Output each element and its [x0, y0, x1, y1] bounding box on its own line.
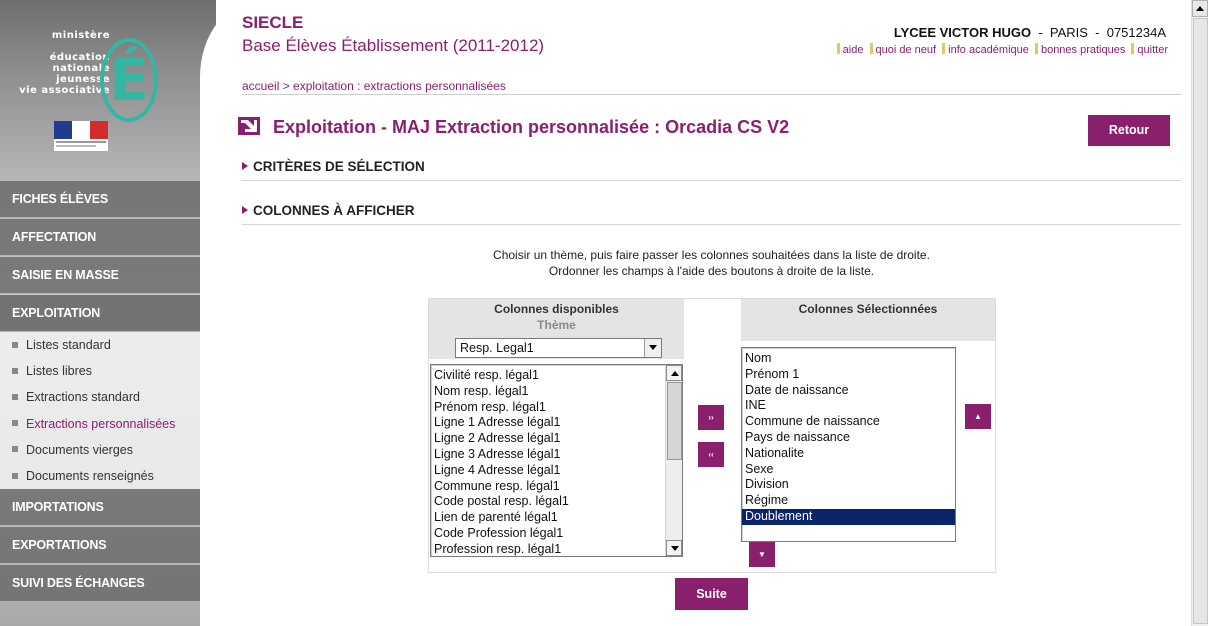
page-scrollbar[interactable] [1191, 0, 1208, 626]
submenu-item-extractions-personnalisees[interactable] [0, 411, 216, 437]
section-label: COLONNES À AFFICHER [253, 203, 415, 218]
list-item[interactable]: Lien de parenté légal1 [434, 510, 558, 525]
section-colonnes-a-afficher[interactable] [242, 203, 415, 218]
education-e-logo-icon: É [100, 38, 158, 122]
page-scroll-thumb[interactable] [1193, 18, 1208, 624]
link-aide[interactable]: aide [842, 44, 864, 56]
submenu-item-documents-vierges[interactable] [0, 437, 216, 463]
retour-button[interactable]: Retour [1088, 115, 1170, 146]
available-columns-title: Colonnes disponibles [494, 302, 619, 316]
section-criteres-de-selection[interactable] [242, 159, 425, 174]
move-left-button[interactable]: ‹‹ [698, 442, 724, 467]
move-right-button[interactable]: ›› [698, 405, 724, 430]
instructions [242, 247, 1181, 279]
list-item-selected[interactable]: Doublement [742, 509, 955, 525]
instruction-line-2: Ordonner les champs à l'aide des boutons à droite de la liste. [548, 264, 875, 278]
triangle-right-icon [242, 162, 248, 170]
school-code: 0751234A [1106, 25, 1166, 40]
scroll-up-icon[interactable] [1192, 0, 1208, 17]
selected-columns-header: Colonnes Sélectionnées [741, 299, 995, 341]
school-city: PARIS [1049, 25, 1088, 40]
available-columns-list[interactable] [430, 364, 683, 557]
list-item[interactable]: Ligne 3 Adresse légal1 [434, 446, 561, 461]
link-quoi-de-neuf[interactable]: quoi de neuf [875, 44, 937, 56]
link-quitter[interactable]: quitter [1137, 44, 1168, 56]
list-item[interactable]: Ligne 4 Adresse légal1 [434, 462, 561, 477]
list-item[interactable]: Code postal resp. légal1 [434, 494, 569, 509]
submenu-label: Documents vierges [26, 442, 133, 457]
ministry-logo [0, 0, 200, 180]
list-item[interactable]: Date de naissance [745, 382, 849, 397]
submenu-label: Documents renseignés [26, 468, 154, 483]
submenu-item-listes-libres[interactable] [0, 358, 216, 384]
move-up-button[interactable]: ▲ [965, 404, 991, 429]
list-item[interactable]: Civilité resp. légal1 [434, 368, 539, 382]
logo-text-jeunesse: jeunesse [56, 74, 110, 85]
list-item[interactable]: Nationalite [745, 445, 805, 460]
bullet-icon [12, 394, 18, 400]
sidebar-item-importations[interactable]: IMPORTATIONS [0, 489, 216, 526]
section-divider [242, 180, 1181, 181]
republique-francaise-logo-icon [54, 121, 108, 151]
list-scrollbar[interactable] [665, 365, 682, 556]
list-item[interactable]: Prénom resp. légal1 [434, 399, 546, 414]
page-title: Exploitation - MAJ Extraction personnalisée : Orcadia CS V2 [273, 117, 790, 137]
theme-label: Thème [537, 318, 576, 332]
submenu-item-extractions-standard[interactable] [0, 384, 216, 410]
theme-select-value: Resp. Legal1 [460, 341, 534, 355]
list-item[interactable]: INE [745, 398, 766, 413]
sidebar-item-exportations[interactable]: EXPORTATIONS [0, 527, 216, 564]
move-down-button[interactable]: ▼ [749, 542, 775, 567]
submenu-label: Listes libres [26, 364, 92, 379]
bullet-icon [12, 473, 18, 479]
bullet-icon [12, 446, 18, 452]
link-info-academique[interactable]: info académique [948, 44, 1029, 56]
submenu-label: Extractions personnalisées [26, 416, 176, 431]
sidebar-item-fiches-eleves[interactable]: FICHES ÉLÈVES [0, 181, 216, 218]
breadcrumb[interactable]: accueil > exploitation : extractions personnalisées [242, 79, 506, 93]
list-item[interactable]: Prénom 1 [745, 366, 800, 381]
arrow-down-right-icon [238, 117, 260, 135]
bullet-icon [12, 342, 18, 348]
logo-text-vie-associative: vie associative [19, 85, 110, 96]
list-item[interactable]: Sexe [745, 461, 774, 476]
bullet-icon [12, 368, 18, 374]
submenu-label: Extractions standard [26, 390, 140, 405]
submenu-item-documents-renseignes[interactable] [0, 463, 216, 489]
list-item[interactable]: Profession resp. légal1 [434, 541, 562, 556]
logo-text-nationale: nationale [52, 63, 110, 74]
list-item[interactable]: Division [745, 477, 789, 492]
logo-text-ministere: ministère [51, 30, 110, 41]
submenu-item-listes-standard[interactable] [0, 332, 216, 358]
selected-columns-list[interactable] [741, 347, 956, 542]
list-item[interactable]: Ligne 2 Adresse légal1 [434, 431, 561, 446]
app-title: SIECLE [242, 13, 304, 32]
sidebar-item-exploitation[interactable]: EXPLOITATION [0, 295, 216, 332]
list-item[interactable]: Ligne 1 Adresse légal1 [434, 415, 561, 430]
theme-select[interactable] [455, 338, 662, 358]
bullet-icon [12, 420, 18, 426]
list-item[interactable]: Nom [745, 351, 772, 365]
exploitation-submenu [0, 332, 216, 489]
sidebar-item-suivi-des-echanges[interactable]: SUIVI DES ÉCHANGES [0, 565, 216, 602]
school-name: LYCEE VICTOR HUGO [893, 25, 1032, 40]
suite-button[interactable]: Suite [675, 578, 748, 610]
app-subtitle: Base Élèves Établissement (2011-2012) [242, 36, 545, 55]
chevron-down-icon[interactable] [644, 339, 661, 357]
scroll-up-icon[interactable] [666, 365, 682, 381]
school-info: LYCEE VICTOR HUGO - PARIS - 0751234A [893, 25, 1166, 40]
sidebar-item-saisie-en-masse[interactable]: SAISIE EN MASSE [0, 257, 216, 294]
list-item[interactable]: Nom resp. légal1 [434, 383, 529, 398]
list-item[interactable]: Commune de naissance [745, 414, 880, 429]
breadcrumb-divider [242, 94, 1181, 95]
list-item[interactable]: Régime [745, 493, 789, 508]
section-label: CRITÈRES DE SÉLECTION [253, 159, 425, 174]
scroll-down-icon[interactable] [666, 540, 682, 556]
list-item[interactable]: Pays de naissance [745, 429, 850, 444]
triangle-right-icon [242, 206, 248, 214]
link-bonnes-pratiques[interactable]: bonnes pratiques [1040, 44, 1126, 56]
sidebar-item-affectation[interactable]: AFFECTATION [0, 219, 216, 256]
top-links [834, 43, 1168, 56]
scroll-thumb[interactable] [667, 382, 682, 460]
section-divider [242, 224, 1181, 225]
logo-text-education: éducation [49, 52, 110, 63]
instruction-line-1: Choisir un thème, puis faire passer les colonnes souhaitées dans la liste de droite. [493, 248, 930, 262]
sidebar [0, 0, 216, 626]
list-item[interactable]: Code Profession légal1 [434, 525, 564, 540]
submenu-label: Listes standard [26, 338, 111, 352]
list-item[interactable]: Commune resp. légal1 [434, 478, 560, 493]
